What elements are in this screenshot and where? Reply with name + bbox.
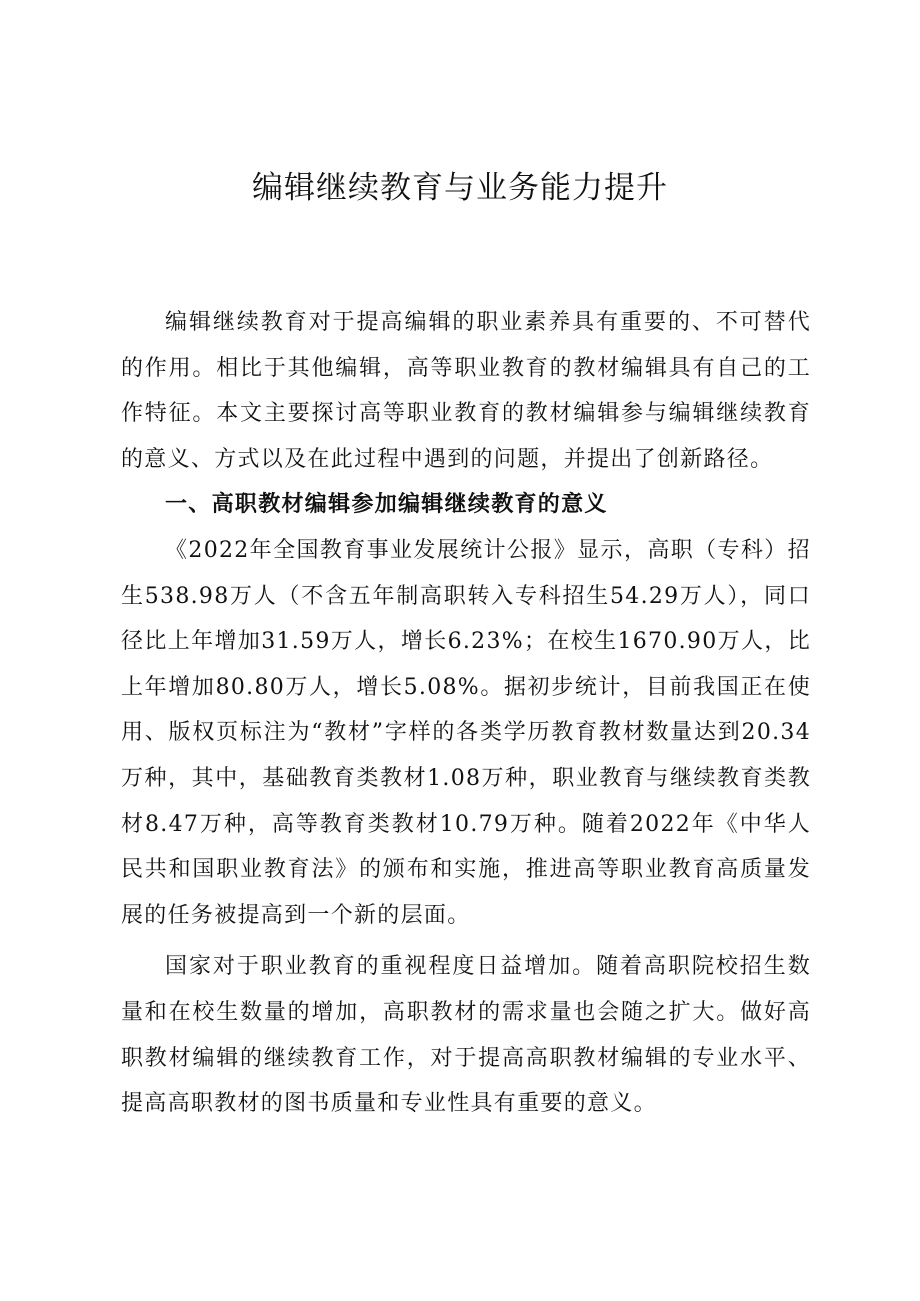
section-heading: 一、高职教材编辑参加编辑继续教育的意义 bbox=[165, 491, 608, 518]
statistics-paragraph: 《2022年全国教育事业发展统计公报》显示，高职（专科）招生538.98万人（不含五年制高职转入专科招生54.29万人），同口径比上年增加31.59万人，增长6.23%；在校生1670.90万人，比上年增加80.80万人，增长5.08%。据初步统计，目前我国正在使用、版权页标注为“教材”字样的各类学历教育教材数量达到20.34万种，其中，基础教育类教材1.08万种，职业教育与继续教育类教材8.47万种，高等教育类教材10.79万种。随着2022年《中华人民共和国职业教育法》的颁布和实施，推进高等职业教育高质量发展的任务被提高到一个新的层面。 bbox=[121, 537, 811, 928]
document-title: 编辑继续教育与业务能力提升 bbox=[252, 170, 668, 206]
intro-paragraph: 编辑继续教育对于提高编辑的职业素养具有重要的、不可替代的作用。相比于其他编辑，高等职业教育的教材编辑具有自己的工作特征。本文主要探讨高等职业教育的教材编辑参与编辑继续教育的意义、方式以及在此过程中遇到的问题，并提出了创新路径。 bbox=[121, 310, 811, 472]
conclusion-paragraph: 国家对于职业教育的重视程度日益增加。随着高职院校招生数量和在校生数量的增加，高职教材的需求量也会随之扩大。做好高职教材编辑的继续教育工作，对于提高高职教材编辑的专业水平、提高高职教材的图书质量和专业性具有重要的意义。 bbox=[121, 954, 811, 1117]
document-body bbox=[121, 300, 811, 1127]
